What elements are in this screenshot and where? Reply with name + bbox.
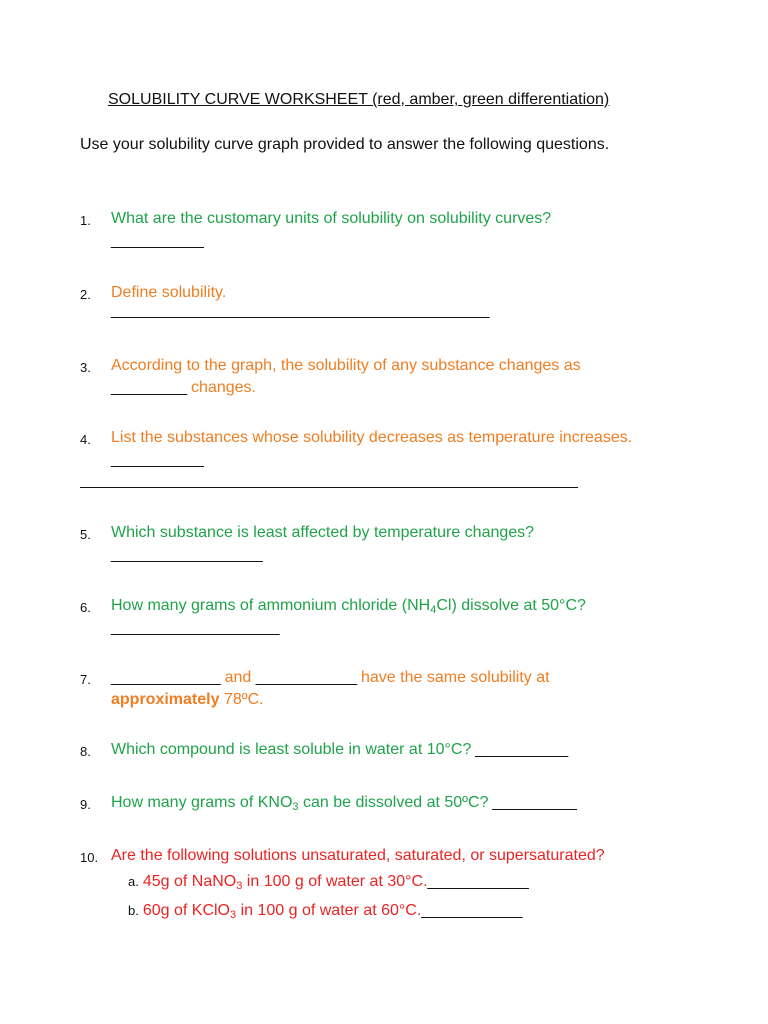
question-number: 9. — [80, 797, 91, 812]
question-number: 4. — [80, 432, 91, 447]
answer-blank: __________ — [488, 794, 577, 811]
answer-blank: _____________ — [111, 669, 221, 686]
question-number: 8. — [80, 744, 91, 759]
sub-question-text: in 100 g of water at 60°C. — [236, 902, 422, 919]
question-text — [111, 739, 568, 761]
question-number: 3. — [80, 360, 91, 375]
sub-question-letter: a. — [128, 874, 139, 889]
question-text-part: How many grams of ammonium chloride (NH — [111, 597, 431, 614]
answer-blank: _________ — [111, 379, 187, 396]
question-text-part: Cl) dissolve at 50°C? — [436, 597, 586, 614]
question-number: 1. — [80, 213, 91, 228]
sub-question-text: 60g of KClO — [142, 902, 230, 919]
question-text: Define solubility. — [111, 284, 227, 301]
question-text — [111, 792, 576, 818]
worksheet-title: SOLUBILITY CURVE WORKSHEET (red, amber, green differentiation) — [108, 91, 610, 108]
question-number: 5. — [80, 527, 91, 542]
question-text: Are the following solutions unsaturated, saturated, or supersaturated? — [111, 847, 605, 864]
question-number: 10. — [80, 850, 99, 865]
answer-blank: _____________________________________________ — [111, 302, 489, 319]
question-text-part: Which compound is least soluble in water at 10°C? — [111, 741, 472, 758]
question-text-part: How many grams of KNO — [111, 794, 293, 811]
question-text-line-2 — [111, 377, 256, 399]
answer-blank: ___________ — [111, 451, 204, 468]
sub-question-letter: b. — [128, 903, 139, 918]
subscript: 3 — [292, 801, 299, 813]
question-text-part: can be dissolved at 50ºC? — [298, 794, 489, 811]
answer-blank: ____________________ — [111, 619, 279, 636]
question-text — [111, 667, 550, 689]
subscript: 3 — [230, 909, 237, 921]
answer-line — [80, 487, 578, 488]
answer-blank: __________________ — [111, 546, 263, 563]
emphasized-text: approximately — [111, 691, 220, 708]
question-text-part: have the same solubility at — [356, 669, 550, 686]
sub-question-b — [128, 902, 522, 921]
instructions-text: Use your solubility curve graph provided to answer the following questions. — [80, 136, 610, 153]
sub-question-text: 45g of NaNO — [142, 873, 237, 890]
question-number: 7. — [80, 672, 91, 687]
answer-blank: ___________ — [471, 741, 568, 758]
answer-blank: ____________ — [421, 902, 523, 919]
question-text-line-2 — [111, 689, 264, 711]
answer-blank: ___________ — [111, 232, 204, 249]
question-number: 6. — [80, 600, 91, 615]
question-number: 2. — [80, 287, 91, 302]
sub-question-text: in 100 g of water at 30°C. — [242, 873, 428, 890]
question-text-continued: changes. — [186, 379, 256, 396]
question-text: Which substance is least affected by temperature changes? — [111, 524, 535, 541]
answer-blank: ____________ — [255, 669, 357, 686]
sub-question-a — [128, 873, 528, 892]
question-text-part: 78ºC. — [219, 691, 264, 708]
question-text: What are the customary units of solubility on solubility curves? — [111, 210, 552, 227]
subscript: 3 — [236, 880, 243, 892]
answer-blank: ____________ — [427, 873, 529, 890]
question-text: According to the graph, the solubility of any substance changes as — [111, 357, 581, 374]
question-text-part: and — [220, 669, 256, 686]
subscript: 4 — [430, 604, 437, 616]
question-text: List the substances whose solubility decreases as temperature increases. — [111, 429, 633, 446]
